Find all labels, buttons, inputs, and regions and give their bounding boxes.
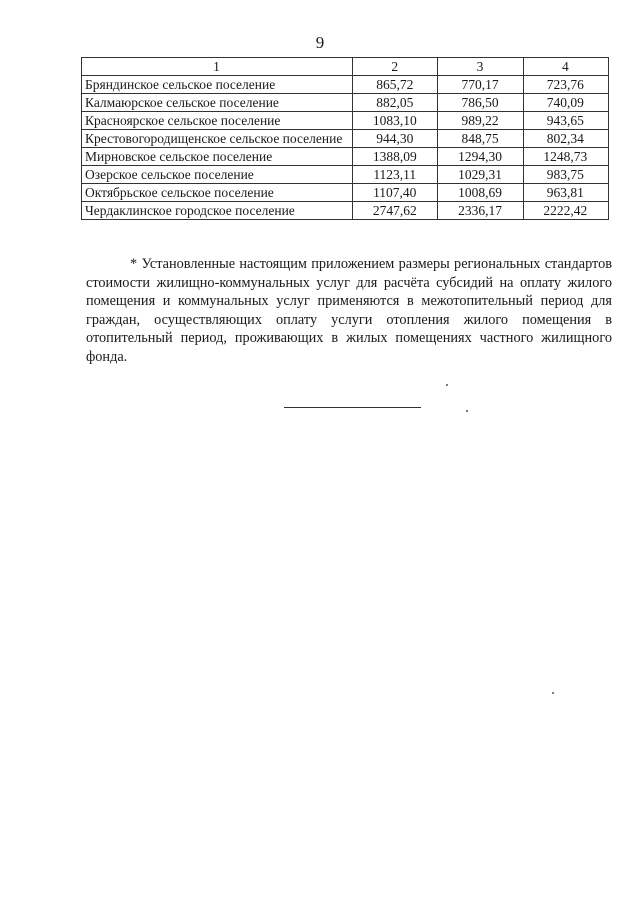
value-cell: 2747,62 [353,202,438,220]
settlement-name: Калмаюрское сельское поселение [82,94,353,112]
scan-speck [552,692,554,694]
value-cell: 1083,10 [353,112,438,130]
scan-speck [466,410,468,412]
value-cell: 786,50 [438,94,523,112]
table-row [82,148,609,166]
value-cell: 989,22 [438,112,523,130]
settlement-name: Бряндинское сельское поселение [82,76,353,94]
value-cell: 2222,42 [523,202,608,220]
scan-speck [446,384,448,386]
column-header: 4 [523,58,608,76]
settlement-name: Озерское сельское поселение [82,166,353,184]
value-cell: 848,75 [438,130,523,148]
value-cell: 882,05 [353,94,438,112]
column-header: 1 [82,58,353,76]
table-row [82,112,609,130]
footnote-paragraph: * Установленные настоящим приложением размеры региональных стандартов стоимости жилищно-коммунальных услуг для расчёта субсидий на оплату жилого помещения и коммунальных услуг применяются в межотопительный период для граждан, осуществляющих оплату услуги отопления жилого помещения в отопительный период, проживающих в жилых помещениях частного жилищного фонда. [86,256,612,365]
value-cell: 770,17 [438,76,523,94]
value-cell: 740,09 [523,94,608,112]
value-cell: 2336,17 [438,202,523,220]
value-cell: 723,76 [523,76,608,94]
page-number: 9 [315,33,325,52]
value-cell: 1294,30 [438,148,523,166]
value-cell: 983,75 [523,166,608,184]
value-cell: 944,30 [353,130,438,148]
table-row [82,166,609,184]
settlement-name: Крестовогородищенское сельское поселение [82,130,353,148]
value-cell: 865,72 [353,76,438,94]
table-row [82,130,609,148]
settlement-name: Октябрьское сельское поселение [82,184,353,202]
value-cell: 1248,73 [523,148,608,166]
value-cell: 1008,69 [438,184,523,202]
settlement-name: Чердаклинское городское поселение [82,202,353,220]
value-cell: 802,34 [523,130,608,148]
table-row [82,184,609,202]
value-cell: 1123,11 [353,166,438,184]
subsidy-standards-table [81,57,609,220]
column-header: 3 [438,58,523,76]
table-row [82,94,609,112]
column-header: 2 [353,58,438,76]
value-cell: 1388,09 [353,148,438,166]
table-header-row [82,58,609,76]
settlement-name: Красноярское сельское поселение [82,112,353,130]
table-row [82,202,609,220]
value-cell: 943,65 [523,112,608,130]
value-cell: 963,81 [523,184,608,202]
end-of-document-rule [284,407,421,408]
value-cell: 1107,40 [353,184,438,202]
settlement-name: Мирновское сельское поселение [82,148,353,166]
table-row [82,76,609,94]
value-cell: 1029,31 [438,166,523,184]
